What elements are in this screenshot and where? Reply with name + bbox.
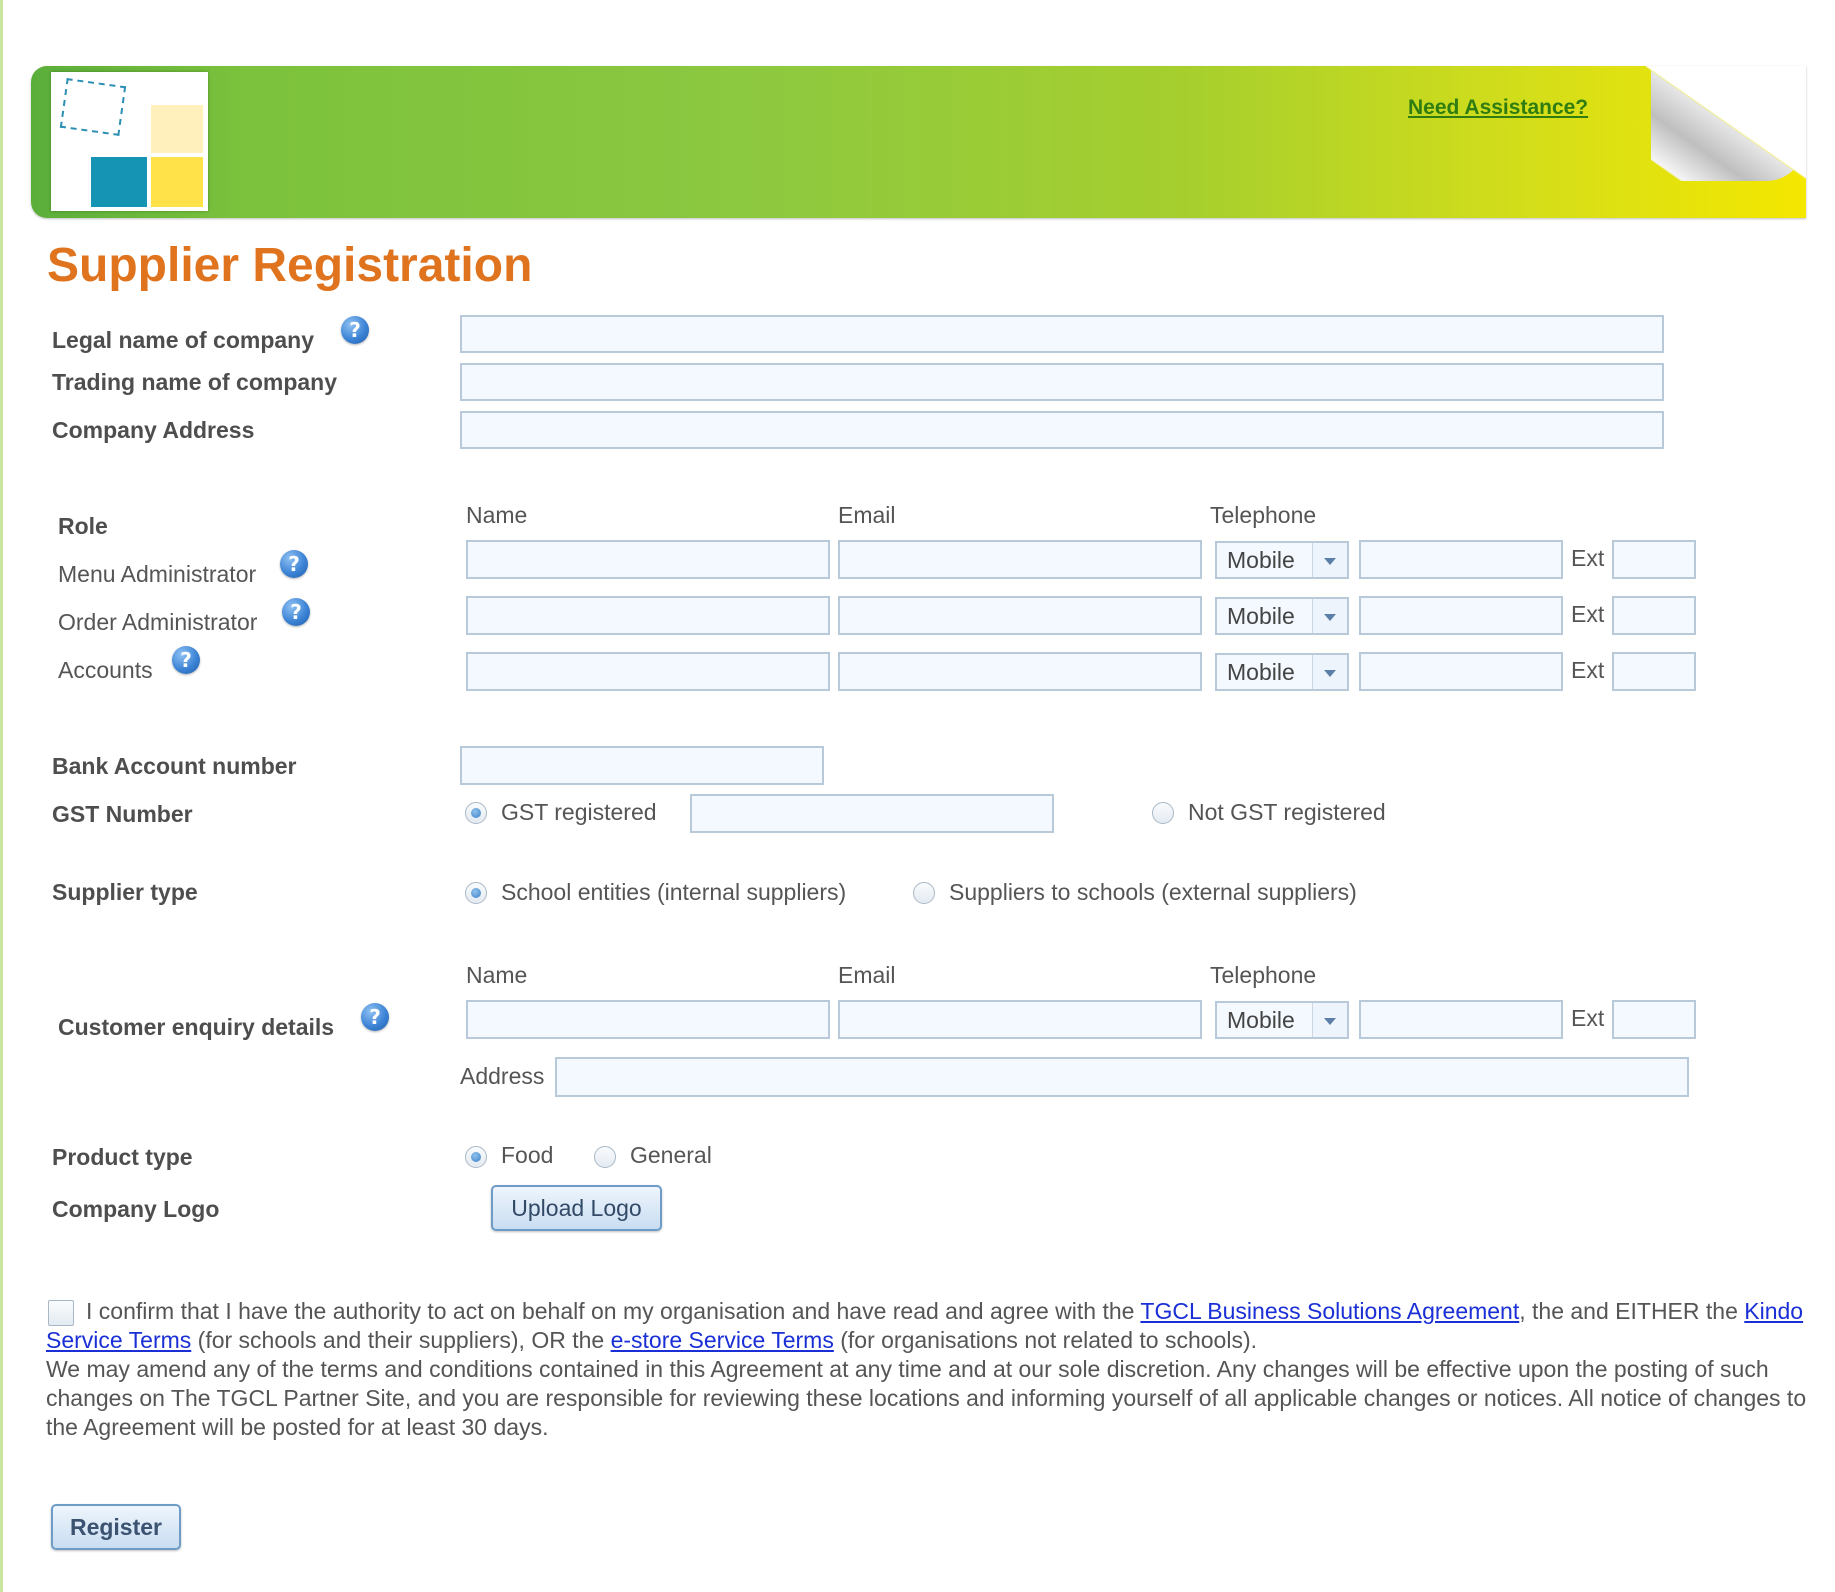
ext-label: Ext	[1571, 545, 1605, 571]
help-icon[interactable]: ?	[172, 646, 200, 674]
phone-type-value: Mobile	[1227, 547, 1295, 573]
customer-enquiry-label: Customer enquiry details	[58, 1014, 335, 1040]
terms-paragraph: We may amend any of the terms and conditions contained in this Agreement at any time and at our sole discretion. Any changes will be effective upon the posting of such changes on The TGCL Partner Site, and you are responsible for reviewing these locations and informing yourself of all applicable changes or notices. All notice of changes to the Agreement will be posted for at least 30 days.	[46, 1356, 1807, 1440]
help-icon[interactable]: ?	[282, 598, 310, 626]
gst-number-label: GST Number	[52, 801, 193, 827]
enquiry-address-input[interactable]	[555, 1057, 1689, 1097]
role-telephone-header: Telephone	[1210, 502, 1317, 528]
order-administrator-label: Order Administrator	[58, 609, 258, 635]
enquiry-address-label: Address	[460, 1063, 545, 1089]
accounts-phone-input[interactable]	[1359, 652, 1563, 691]
gst-registered-label: GST registered	[501, 799, 657, 825]
accounts-ext-input[interactable]	[1612, 652, 1696, 691]
order-admin-name-input[interactable]	[466, 596, 830, 635]
logo-yellow-square	[151, 157, 203, 207]
company-address-input[interactable]	[460, 411, 1664, 449]
phone-type-value: Mobile	[1227, 1007, 1295, 1033]
external-supplier-radio[interactable]	[913, 882, 935, 904]
help-icon[interactable]: ?	[280, 550, 308, 578]
order-admin-email-input[interactable]	[838, 596, 1202, 635]
business-agreement-link[interactable]: TGCL Business Solutions Agreement	[1140, 1298, 1520, 1324]
enquiry-name-header: Name	[466, 962, 528, 988]
enquiry-phone-type-select[interactable]	[1215, 1001, 1349, 1039]
estore-terms-link[interactable]: e-store Service Terms	[610, 1327, 834, 1353]
general-label: General	[630, 1142, 712, 1168]
logo-pale-square	[151, 105, 203, 153]
gst-registered-radio[interactable]	[465, 802, 487, 824]
page-curl	[1646, 66, 1806, 186]
terms-text: , the and EITHER the	[1519, 1298, 1745, 1324]
terms-text: (for schools and their suppliers), OR the	[191, 1327, 611, 1353]
menu-admin-ext-input[interactable]	[1612, 540, 1696, 579]
external-supplier-label: Suppliers to schools (external suppliers)	[949, 879, 1357, 905]
menu-admin-email-input[interactable]	[838, 540, 1202, 579]
accounts-email-input[interactable]	[838, 652, 1202, 691]
register-button[interactable]: Register	[51, 1504, 181, 1550]
order-admin-ext-input[interactable]	[1612, 596, 1696, 635]
upload-logo-button[interactable]: Upload Logo	[491, 1185, 662, 1231]
logo	[51, 72, 208, 211]
not-gst-registered-label: Not GST registered	[1188, 799, 1386, 825]
chevron-down-icon[interactable]	[1312, 655, 1347, 689]
chevron-down-icon[interactable]	[1312, 599, 1347, 633]
bank-account-input[interactable]	[460, 746, 824, 785]
terms-text: I confirm that I have the authority to act on behalf on my organisation and have read and agree with the	[86, 1298, 1141, 1324]
order-admin-phone-input[interactable]	[1359, 596, 1563, 635]
food-radio[interactable]	[465, 1146, 487, 1168]
enquiry-phone-input[interactable]	[1359, 1000, 1563, 1039]
product-type-label: Product type	[52, 1144, 193, 1170]
company-address-label: Company Address	[52, 417, 255, 443]
role-email-header: Email	[838, 502, 896, 528]
accounts-label: Accounts	[58, 657, 153, 683]
trading-name-input[interactable]	[460, 363, 1664, 401]
need-assistance-link[interactable]: Need Assistance?	[1408, 96, 1589, 119]
header-banner	[31, 66, 1806, 218]
kindo-terms-link[interactable]: Kindo Service Terms	[46, 1298, 1804, 1353]
menu-admin-phone-input[interactable]	[1359, 540, 1563, 579]
help-icon[interactable]: ?	[341, 316, 369, 344]
terms-text: (for organisations not related to schools).	[833, 1327, 1258, 1353]
chevron-down-icon[interactable]	[1312, 543, 1347, 577]
enquiry-email-input[interactable]	[838, 1000, 1202, 1039]
ext-label: Ext	[1571, 1005, 1605, 1031]
phone-type-value: Mobile	[1227, 603, 1295, 629]
enquiry-ext-input[interactable]	[1612, 1000, 1696, 1039]
menu-admin-phone-type-select[interactable]	[1215, 541, 1349, 579]
legal-name-label: Legal name of company	[52, 327, 315, 353]
menu-admin-name-input[interactable]	[466, 540, 830, 579]
accounts-name-input[interactable]	[466, 652, 830, 691]
food-label: Food	[501, 1142, 554, 1168]
general-radio[interactable]	[594, 1146, 616, 1168]
terms-block	[46, 1297, 1826, 1442]
legal-name-input[interactable]	[460, 315, 1664, 353]
company-logo-label: Company Logo	[52, 1196, 220, 1222]
internal-supplier-label: School entities (internal suppliers)	[501, 879, 847, 905]
role-name-header: Name	[466, 502, 528, 528]
page-title: Supplier Registration	[47, 239, 533, 292]
trading-name-label: Trading name of company	[52, 369, 337, 395]
logo-teal-square	[91, 157, 147, 207]
internal-supplier-radio[interactable]	[465, 882, 487, 904]
ext-label: Ext	[1571, 601, 1605, 627]
supplier-type-label: Supplier type	[52, 879, 198, 905]
not-gst-registered-radio[interactable]	[1152, 802, 1174, 824]
bank-account-label: Bank Account number	[52, 753, 297, 779]
enquiry-telephone-header: Telephone	[1210, 962, 1317, 988]
enquiry-email-header: Email	[838, 962, 896, 988]
help-icon[interactable]: ?	[361, 1003, 389, 1031]
order-admin-phone-type-select[interactable]	[1215, 597, 1349, 635]
chevron-down-icon[interactable]	[1312, 1003, 1347, 1037]
logo-dashed-square	[60, 78, 126, 136]
ext-label: Ext	[1571, 657, 1605, 683]
accounts-phone-type-select[interactable]	[1215, 653, 1349, 691]
enquiry-name-input[interactable]	[466, 1000, 830, 1039]
phone-type-value: Mobile	[1227, 659, 1295, 685]
gst-number-input[interactable]	[690, 794, 1054, 833]
role-label: Role	[58, 513, 108, 539]
menu-administrator-label: Menu Administrator	[58, 561, 257, 587]
